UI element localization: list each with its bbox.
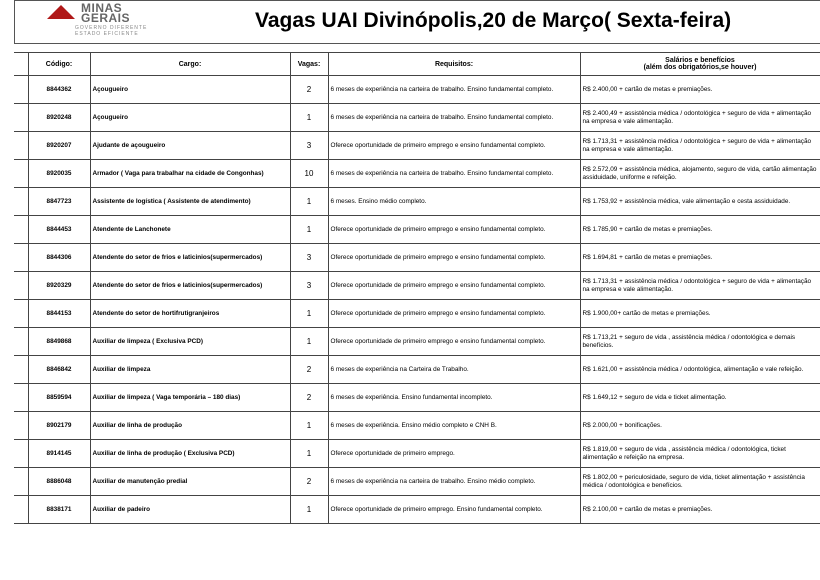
table-row — [14, 188, 820, 216]
codigo-cell: 8847723 — [28, 188, 90, 216]
codigo-cell: 8844362 — [28, 76, 90, 104]
header-salarios — [580, 53, 820, 76]
requisitos-cell: Oferece oportunidade de primeiro emprego e ensino fundamental completo. — [328, 244, 580, 272]
table-row — [14, 328, 820, 356]
logo-line2: GERAIS — [81, 11, 131, 25]
vagas-cell: 1 — [290, 412, 328, 440]
salario-cell: R$ 1.621,00 + assistência médica / odontológica, alimentação e vale refeição. — [580, 356, 820, 384]
codigo-cell: 8849868 — [28, 328, 90, 356]
row-blank — [14, 132, 28, 160]
cargo-cell: Açougueiro — [90, 104, 290, 132]
logo-text — [81, 3, 130, 23]
row-blank — [14, 300, 28, 328]
header-salarios-line1: Salários e benefícios — [665, 57, 735, 64]
requisitos-cell: 6 meses de experiência. Ensino fundamental incompleto. — [328, 384, 580, 412]
cargo-cell: Ajudante de açougueiro — [90, 132, 290, 160]
codigo-cell: 8844453 — [28, 216, 90, 244]
salario-cell: R$ 1.819,00 + seguro de vida , assistência médica / odontológica, ticket alimentação e refeição na empresa. — [580, 440, 820, 468]
row-blank — [14, 244, 28, 272]
cargo-cell: Auxiliar de limpeza ( Exclusiva PCD) — [90, 328, 290, 356]
requisitos-cell: 6 meses de experiência na carteira de trabalho. Ensino fundamental completo. — [328, 76, 580, 104]
logo-line1: MINAS — [81, 1, 123, 15]
table-row — [14, 300, 820, 328]
row-blank — [14, 412, 28, 440]
vagas-cell: 2 — [290, 356, 328, 384]
cargo-cell: Armador ( Vaga para trabalhar na cidade de Congonhas) — [90, 160, 290, 188]
vagas-cell: 1 — [290, 104, 328, 132]
vagas-cell: 1 — [290, 188, 328, 216]
triangle-logo-icon — [47, 5, 75, 19]
salario-cell: R$ 2.000,00 + bonificações. — [580, 412, 820, 440]
row-blank — [14, 272, 28, 300]
vagas-cell: 3 — [290, 132, 328, 160]
cargo-cell: Atendente do setor de frios e laticinios(supermercados) — [90, 244, 290, 272]
row-blank — [14, 216, 28, 244]
header-salarios-line2: (além dos obrigatórios,se houver) — [643, 64, 757, 71]
table-row — [14, 356, 820, 384]
cargo-cell: Açougueiro — [90, 76, 290, 104]
vagas-cell: 2 — [290, 468, 328, 496]
vagas-cell: 3 — [290, 272, 328, 300]
header-codigo: Código: — [28, 53, 90, 76]
row-blank — [14, 356, 28, 384]
row-blank — [14, 384, 28, 412]
table-row — [14, 160, 820, 188]
header-requisitos: Requisitos: — [328, 53, 580, 76]
salario-cell: R$ 2.400,49 + assistência médica / odontológica + seguro de vida + alimentação na empresa e vale alimentação. — [580, 104, 820, 132]
vagas-cell: 1 — [290, 216, 328, 244]
requisitos-cell: 6 meses. Ensino médio completo. — [328, 188, 580, 216]
table-row — [14, 272, 820, 300]
codigo-cell: 8902179 — [28, 412, 90, 440]
cargo-cell: Atendente de Lanchonete — [90, 216, 290, 244]
cargo-cell: Auxiliar de padeiro — [90, 496, 290, 524]
row-blank — [14, 104, 28, 132]
vagas-cell: 1 — [290, 440, 328, 468]
requisitos-cell: 6 meses de experiência na carteira de trabalho. Ensino fundamental completo. — [328, 104, 580, 132]
codigo-cell: 8886048 — [28, 468, 90, 496]
salario-cell: R$ 1.785,90 + cartão de metas e premiações. — [580, 216, 820, 244]
requisitos-cell: Oferece oportunidade de primeiro emprego e ensino fundamental completo. — [328, 300, 580, 328]
header-cargo: Cargo: — [90, 53, 290, 76]
salario-cell: R$ 1.753,92 + assistência médica, vale alimentação e cesta assiduidade. — [580, 188, 820, 216]
salario-cell: R$ 2.100,00 + cartão de metas e premiações. — [580, 496, 820, 524]
row-blank — [14, 496, 28, 524]
table-header-row — [14, 53, 820, 76]
header-blank — [14, 53, 28, 76]
row-blank — [14, 160, 28, 188]
cargo-cell: Auxiliar de manutenção predial — [90, 468, 290, 496]
requisitos-cell: 6 meses de experiência. Ensino médio completo e CNH B. — [328, 412, 580, 440]
cargo-cell: Atendente do setor de frios e laticinios(supermercados) — [90, 272, 290, 300]
codigo-cell: 8920035 — [28, 160, 90, 188]
requisitos-cell: Oferece oportunidade de primeiro emprego e ensino fundamental completo. — [328, 272, 580, 300]
requisitos-cell: Oferece oportunidade de primeiro emprego e ensino fundamental completo. — [328, 328, 580, 356]
table-row — [14, 412, 820, 440]
codigo-cell: 8920329 — [28, 272, 90, 300]
salario-cell: R$ 1.713,31 + assistência médica / odontológica + seguro de vida + alimentação na empresa e vale alimentação. — [580, 272, 820, 300]
codigo-cell: 8844306 — [28, 244, 90, 272]
jobs-table — [14, 52, 820, 524]
row-blank — [14, 328, 28, 356]
row-blank — [14, 188, 28, 216]
table-row — [14, 132, 820, 160]
vagas-cell: 1 — [290, 328, 328, 356]
document-header — [14, 0, 820, 44]
cargo-cell: Auxiliar de limpeza — [90, 356, 290, 384]
codigo-cell: 8920248 — [28, 104, 90, 132]
table-row — [14, 496, 820, 524]
codigo-cell: 8838171 — [28, 496, 90, 524]
codigo-cell: 8844153 — [28, 300, 90, 328]
codigo-cell: 8859594 — [28, 384, 90, 412]
logo-sub2: ESTADO EFICIENTE — [75, 31, 139, 37]
vagas-cell: 1 — [290, 300, 328, 328]
salario-cell: R$ 1.694,81 + cartão de metas e premiações. — [580, 244, 820, 272]
salario-cell: R$ 1.713,31 + assistência médica / odontológica + seguro de vida + alimentação na empresa e vale alimentação. — [580, 132, 820, 160]
minas-gerais-logo — [45, 3, 195, 39]
codigo-cell: 8846842 — [28, 356, 90, 384]
salario-cell: R$ 1.649,12 + seguro de vida e ticket alimentação. — [580, 384, 820, 412]
row-blank — [14, 440, 28, 468]
requisitos-cell: Oferece oportunidade de primeiro emprego. — [328, 440, 580, 468]
row-blank — [14, 468, 28, 496]
cargo-cell: Assistente de logística ( Assistente de atendimento) — [90, 188, 290, 216]
table-row — [14, 104, 820, 132]
vagas-cell: 10 — [290, 160, 328, 188]
table-row — [14, 468, 820, 496]
salario-cell: R$ 1.900,00+ cartão de metas e premiações. — [580, 300, 820, 328]
page-title: Vagas UAI Divinópolis,20 de Março( Sexta-feira) — [255, 9, 732, 32]
logo-sub1: GOVERNO DIFERENTE — [75, 25, 148, 31]
salario-cell: R$ 1.713,21 + seguro de vida , assistência médica / odontológica e demais benefícios. — [580, 328, 820, 356]
cargo-cell: Auxiliar de linha de produção ( Exclusiva PCD) — [90, 440, 290, 468]
salario-cell: R$ 2.572,09 + assistência médica, alojamento, seguro de vida, cartão alimentação assiduidade, uniforme e refeição. — [580, 160, 820, 188]
row-blank — [14, 76, 28, 104]
table-row — [14, 216, 820, 244]
requisitos-cell: 6 meses de experiência na Carteira de Trabalho. — [328, 356, 580, 384]
codigo-cell: 8914145 — [28, 440, 90, 468]
requisitos-cell: Oferece oportunidade de primeiro emprego e ensino fundamental completo. — [328, 216, 580, 244]
salario-cell: R$ 2.400,00 + cartão de metas e premiações. — [580, 76, 820, 104]
codigo-cell: 8920207 — [28, 132, 90, 160]
requisitos-cell: Oferece oportunidade de primeiro emprego e ensino fundamental completo. — [328, 132, 580, 160]
requisitos-cell: 6 meses de experiência na carteira de trabalho. Ensino médio completo. — [328, 468, 580, 496]
table-row — [14, 76, 820, 104]
table-row — [14, 384, 820, 412]
salario-cell: R$ 1.802,00 + periculosidade, seguro de vida, ticket alimentação + assistência médica / odontológica e benefícios. — [580, 468, 820, 496]
requisitos-cell: 6 meses de experiência na carteira de trabalho. Ensino fundamental completo. — [328, 160, 580, 188]
requisitos-cell: Oferece oportunidade de primeiro emprego. Ensino fundamental completo. — [328, 496, 580, 524]
table-row — [14, 440, 820, 468]
vagas-cell: 2 — [290, 384, 328, 412]
header-vagas: Vagas: — [290, 53, 328, 76]
cargo-cell: Auxiliar de linha de produção — [90, 412, 290, 440]
vagas-cell: 3 — [290, 244, 328, 272]
cargo-cell: Atendente do setor de hortifrutigranjeiros — [90, 300, 290, 328]
vagas-cell: 2 — [290, 76, 328, 104]
cargo-cell: Auxiliar de limpeza ( Vaga temporária – 180 dias) — [90, 384, 290, 412]
logo-subtext — [75, 25, 147, 37]
vagas-cell: 1 — [290, 496, 328, 524]
table-row — [14, 244, 820, 272]
